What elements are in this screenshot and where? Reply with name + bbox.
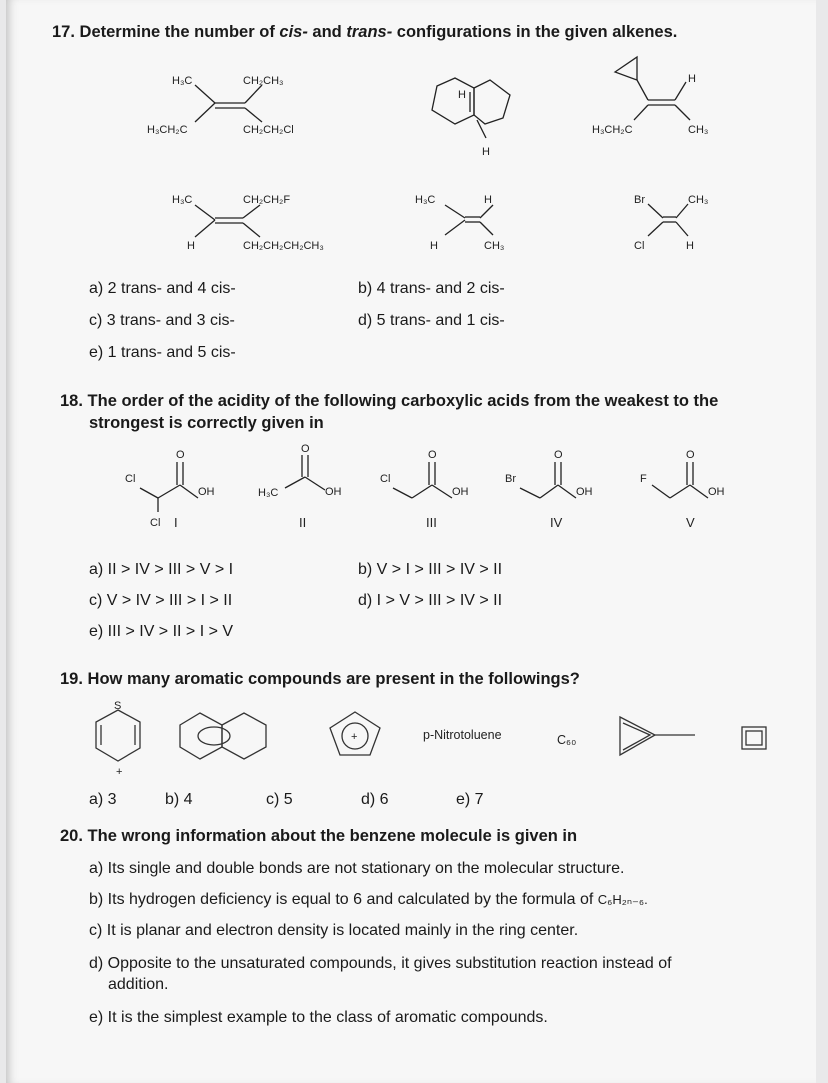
q20-title: 20. The wrong information about the benzene molecule is given in: [60, 827, 578, 845]
svg-text:Cl: Cl: [634, 240, 645, 252]
q17-title: 17. Determine the number of cis- and trans- configurations in the given alkenes.: [52, 23, 678, 41]
svg-text:H₃C: H₃C: [172, 75, 193, 87]
q17-alkene-2: [432, 78, 510, 138]
svg-text:II: II: [299, 515, 307, 530]
q17-option-e[interactable]: e) 1 trans- and 5 cis-: [89, 344, 236, 361]
svg-text:OH: OH: [708, 486, 725, 498]
q17-option-a[interactable]: a) 2 trans- and 4 cis-: [89, 280, 236, 297]
q19-option-d[interactable]: d) 6: [361, 791, 389, 808]
q17-alkene-6: [648, 204, 688, 236]
svg-text:H₃C: H₃C: [415, 194, 436, 206]
svg-text:CH₂CH₂F: CH₂CH₂F: [243, 194, 291, 206]
svg-text:I: I: [174, 515, 178, 530]
svg-text:CH₃: CH₃: [688, 194, 709, 206]
svg-text:OH: OH: [452, 486, 469, 498]
svg-text:Cl: Cl: [125, 473, 136, 485]
q17-structures: [0, 0, 828, 270]
svg-text:H: H: [484, 194, 492, 206]
svg-text:CH₂CH₂CH₂CH₃: CH₂CH₂CH₂CH₃: [243, 240, 324, 252]
q19-option-c[interactable]: c) 5: [266, 791, 293, 808]
svg-text:H₃CH₂C: H₃CH₂C: [147, 124, 188, 136]
q19-sulfur-ring: [96, 710, 140, 761]
q18-acid-IV: [520, 462, 576, 498]
svg-text:H₃CH₂C: H₃CH₂C: [592, 124, 633, 136]
svg-text:+: +: [351, 731, 358, 743]
q18-acid-V: [652, 462, 708, 498]
q18-option-e[interactable]: e) III > IV > II > I > V: [89, 623, 234, 640]
q18-structures: [0, 440, 828, 540]
q18-acid-II: [285, 455, 325, 490]
svg-text:Br: Br: [634, 194, 645, 206]
svg-text:CH₂CH₂Cl: CH₂CH₂Cl: [243, 124, 294, 136]
q19-option-a[interactable]: a) 3: [89, 791, 117, 808]
svg-text:H: H: [187, 240, 195, 252]
q18-acid-I: [140, 462, 198, 512]
q18-option-d[interactable]: d) I > V > III > IV > II: [358, 592, 503, 609]
q18-option-a[interactable]: a) II > IV > III > V > I: [89, 561, 234, 578]
svg-text:H: H: [688, 73, 696, 85]
q17-alkene-5: [445, 205, 493, 235]
svg-text:CH₃: CH₃: [688, 124, 709, 136]
svg-text:Cl: Cl: [380, 473, 391, 485]
svg-text:S: S: [114, 700, 122, 712]
q19-fused-rings: [180, 713, 266, 759]
svg-text:H: H: [458, 89, 466, 101]
q17-option-d[interactable]: d) 5 trans- and 1 cis-: [358, 312, 505, 329]
svg-text:O: O: [176, 449, 185, 461]
svg-text:O: O: [686, 449, 695, 461]
svg-text:OH: OH: [198, 486, 215, 498]
svg-text:III: III: [426, 515, 437, 530]
q19-option-e[interactable]: e) 7: [456, 791, 484, 808]
svg-text:CH₃: CH₃: [484, 240, 505, 252]
q19-c60-label: C₆₀: [557, 733, 577, 747]
q19-title: 19. How many aromatic compounds are present in the followings?: [60, 670, 580, 688]
q19-option-b[interactable]: b) 4: [165, 791, 193, 808]
svg-text:O: O: [554, 449, 563, 461]
svg-text:V: V: [686, 515, 695, 530]
q18-option-c[interactable]: c) V > IV > III > I > II: [89, 592, 233, 609]
q18-acid-III: [393, 462, 452, 498]
q20-option-d[interactable]: d) Opposite to the unsaturated compounds, it gives substitution reaction instead of: [89, 955, 672, 972]
q19-structures: [0, 695, 828, 785]
svg-text:Cl: Cl: [150, 517, 161, 529]
q17-option-c[interactable]: c) 3 trans- and 3 cis-: [89, 312, 235, 329]
q20-option-c[interactable]: c) It is planar and electron density is located mainly in the ring center.: [89, 922, 579, 939]
q19-nitrotoluene-label: p-Nitrotoluene: [423, 728, 502, 742]
q18-option-b[interactable]: b) V > I > III > IV > II: [358, 561, 503, 578]
q20-option-d-cont: addition.: [108, 976, 169, 993]
svg-text:H₃C: H₃C: [172, 194, 193, 206]
svg-text:OH: OH: [576, 486, 593, 498]
svg-text:Br: Br: [505, 473, 516, 485]
q18-title-line2: strongest is correctly given in: [89, 414, 324, 432]
q18-title: 18. The order of the acidity of the following carboxylic acids from the weakest to the: [60, 392, 719, 410]
svg-text:+: +: [116, 766, 123, 778]
svg-text:O: O: [428, 449, 437, 461]
q20-option-b[interactable]: b) Its hydrogen deficiency is equal to 6 and calculated by the formula of C₆H₂ₙ₋₆.: [89, 891, 648, 908]
svg-text:IV: IV: [550, 515, 563, 530]
svg-text:O: O: [301, 443, 310, 455]
svg-text:H₃C: H₃C: [258, 487, 279, 499]
svg-text:H: H: [686, 240, 694, 252]
q20-option-a[interactable]: a) Its single and double bonds are not stationary on the molecular structure.: [89, 860, 625, 877]
q17-alkene-1: [195, 85, 262, 122]
q17-alkene-3: [615, 57, 690, 120]
q17-alkene-4: [195, 205, 260, 237]
q19-cyclobutadiene: [742, 727, 766, 749]
q20-option-e[interactable]: e) It is the simplest example to the class of aromatic compounds.: [89, 1009, 548, 1026]
q19-cyclopropenyl: [620, 717, 695, 755]
svg-text:H: H: [482, 146, 490, 158]
svg-text:OH: OH: [325, 486, 342, 498]
svg-text:CH₂CH₃: CH₂CH₃: [243, 75, 284, 87]
q17-option-b[interactable]: b) 4 trans- and 2 cis-: [358, 280, 505, 297]
svg-text:F: F: [640, 473, 647, 485]
svg-text:H: H: [430, 240, 438, 252]
